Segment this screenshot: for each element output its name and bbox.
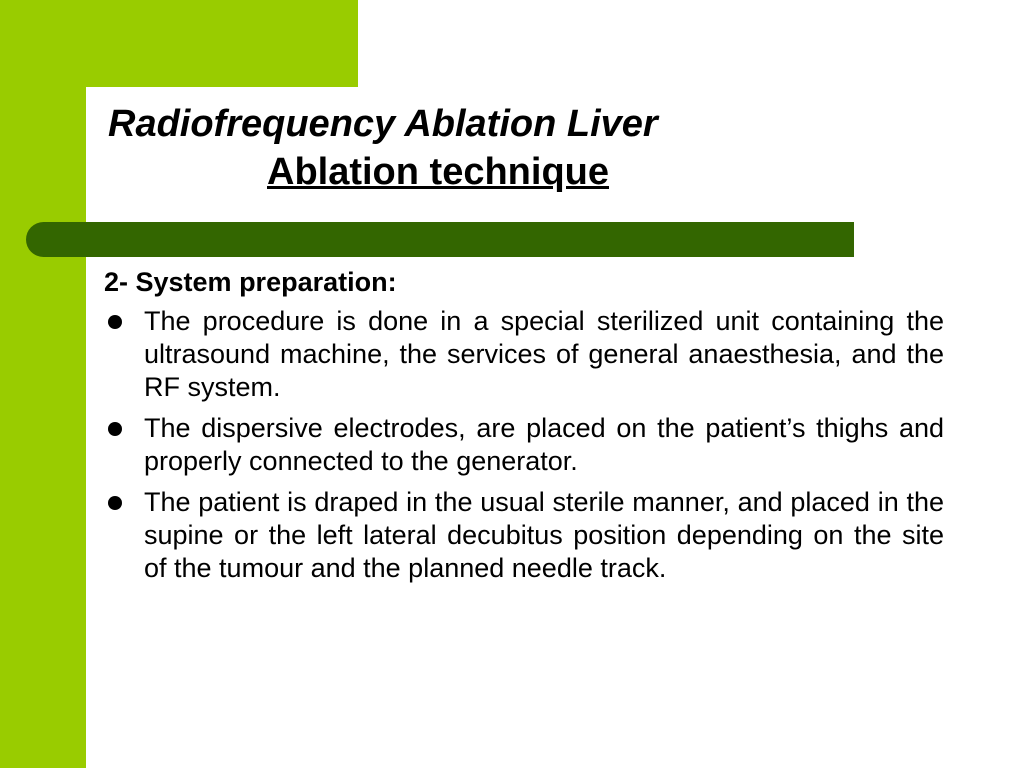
- bullet-item: [104, 486, 944, 585]
- bullet-text: The dispersive electrodes, are placed on the patient’s thighs and properly connected to the generator.: [144, 413, 944, 476]
- bullet-list: [104, 305, 944, 585]
- bullet-dot-icon: [108, 315, 122, 329]
- title-line-1: Radiofrequency Ablation Liver: [108, 103, 658, 145]
- bullet-text: The procedure is done in a special sterilized unit containing the ultrasound machine, the services of general anaesthesia, and the RF system.: [144, 306, 944, 402]
- bullet-dot-icon: [108, 496, 122, 510]
- green-left-band: [0, 0, 86, 768]
- bullet-item: [104, 305, 944, 404]
- section-heading: 2- System preparation:: [104, 267, 397, 297]
- slide-title: [108, 100, 788, 196]
- bullet-text: The patient is draped in the usual sterile manner, and placed in the supine or the left lateral decubitus position depending on the site of the tumour and the planned needle track.: [144, 487, 944, 583]
- bullet-dot-icon: [108, 422, 122, 436]
- bullet-item: [104, 412, 944, 478]
- slide-body: [104, 266, 944, 593]
- title-line-2: Ablation technique: [267, 151, 609, 193]
- divider-bar: [26, 222, 854, 257]
